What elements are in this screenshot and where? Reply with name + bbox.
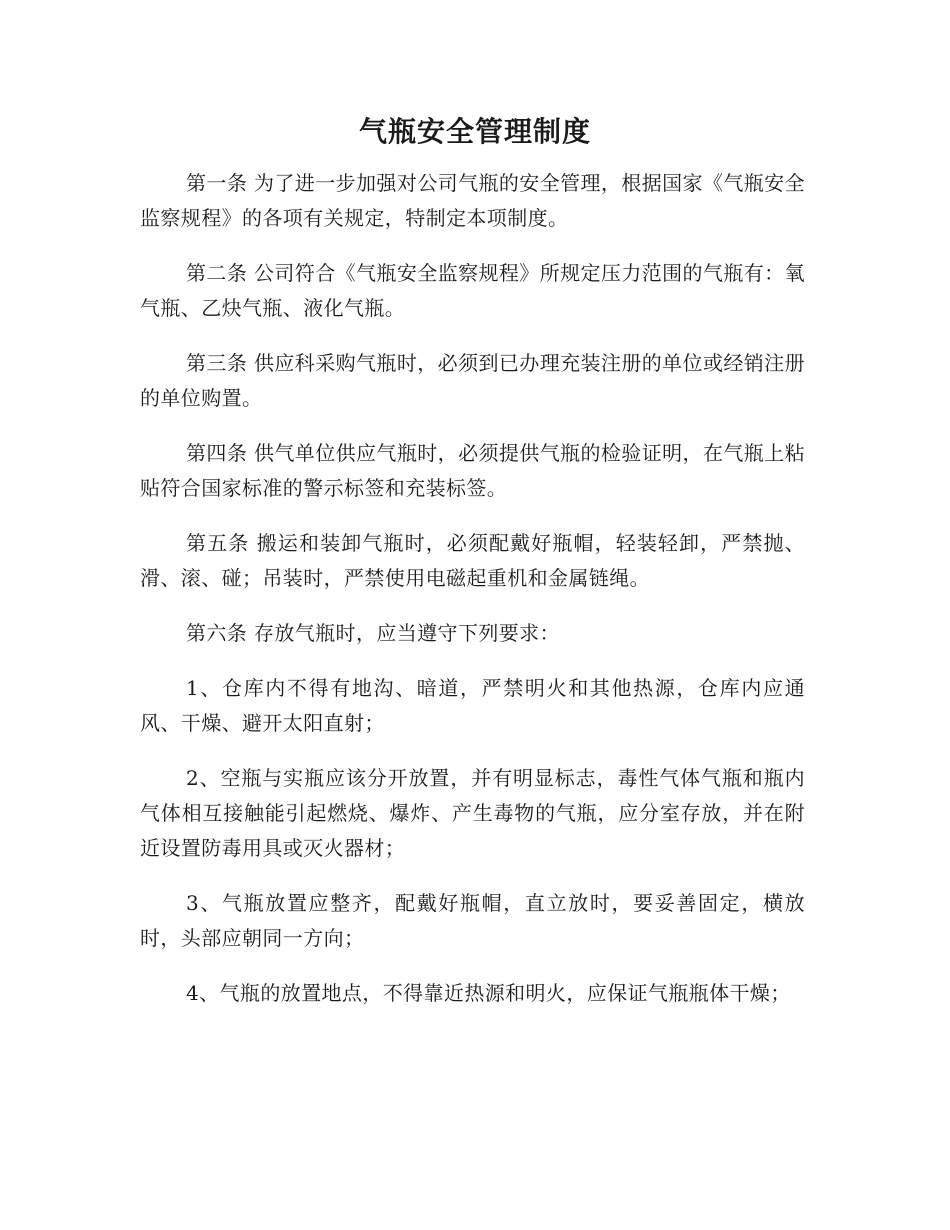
paragraph-article-2: 第二条 公司符合《气瓶安全监察规程》所规定压力范围的气瓶有：氧气瓶、乙炔气瓶、液化气瓶。 [140,261,805,320]
document-title: 气瓶安全管理制度 [358,115,591,148]
paragraph-article-5: 第五条 搬运和装卸气瓶时，必须配戴好瓶帽，轻装轻卸，严禁抛、滑、滚、碰；吊装时，严禁使用电磁起重机和金属链绳。 [140,531,805,590]
paragraph-article-1: 第一条 为了进一步加强对公司气瓶的安全管理，根据国家《气瓶安全监察规程》的各项有关规定，特制定本项制度。 [140,171,805,230]
document-body [140,166,805,1031]
list-item-3: 3、气瓶放置应整齐，配戴好瓶帽，直立放时，要妥善固定，横放时，头部应朝同一方向； [140,891,805,950]
list-item-4: 4、气瓶的放置地点，不得靠近热源和明火，应保证气瓶瓶体干燥； [186,981,791,1005]
paragraph-article-3: 第三条 供应科采购气瓶时，必须到已办理充装注册的单位或经销注册的单位购置。 [140,351,805,410]
paragraph-article-6: 第六条 存放气瓶时，应当遵守下列要求： [186,621,560,645]
paragraph-article-4: 第四条 供气单位供应气瓶时，必须提供气瓶的检验证明，在气瓶上粘贴符合国家标准的警示标签和充装标签。 [140,441,805,500]
list-item-1: 1、仓库内不得有地沟、暗道，严禁明火和其他热源，仓库内应通风、干燥、避开太阳直射； [140,676,805,735]
list-item-2: 2、空瓶与实瓶应该分开放置，并有明显标志，毒性气体气瓶和瓶内气体相互接触能引起燃烧、爆炸、产生毒物的气瓶，应分室存放，并在附近设置防毒用具或灭火器材； [140,766,805,860]
